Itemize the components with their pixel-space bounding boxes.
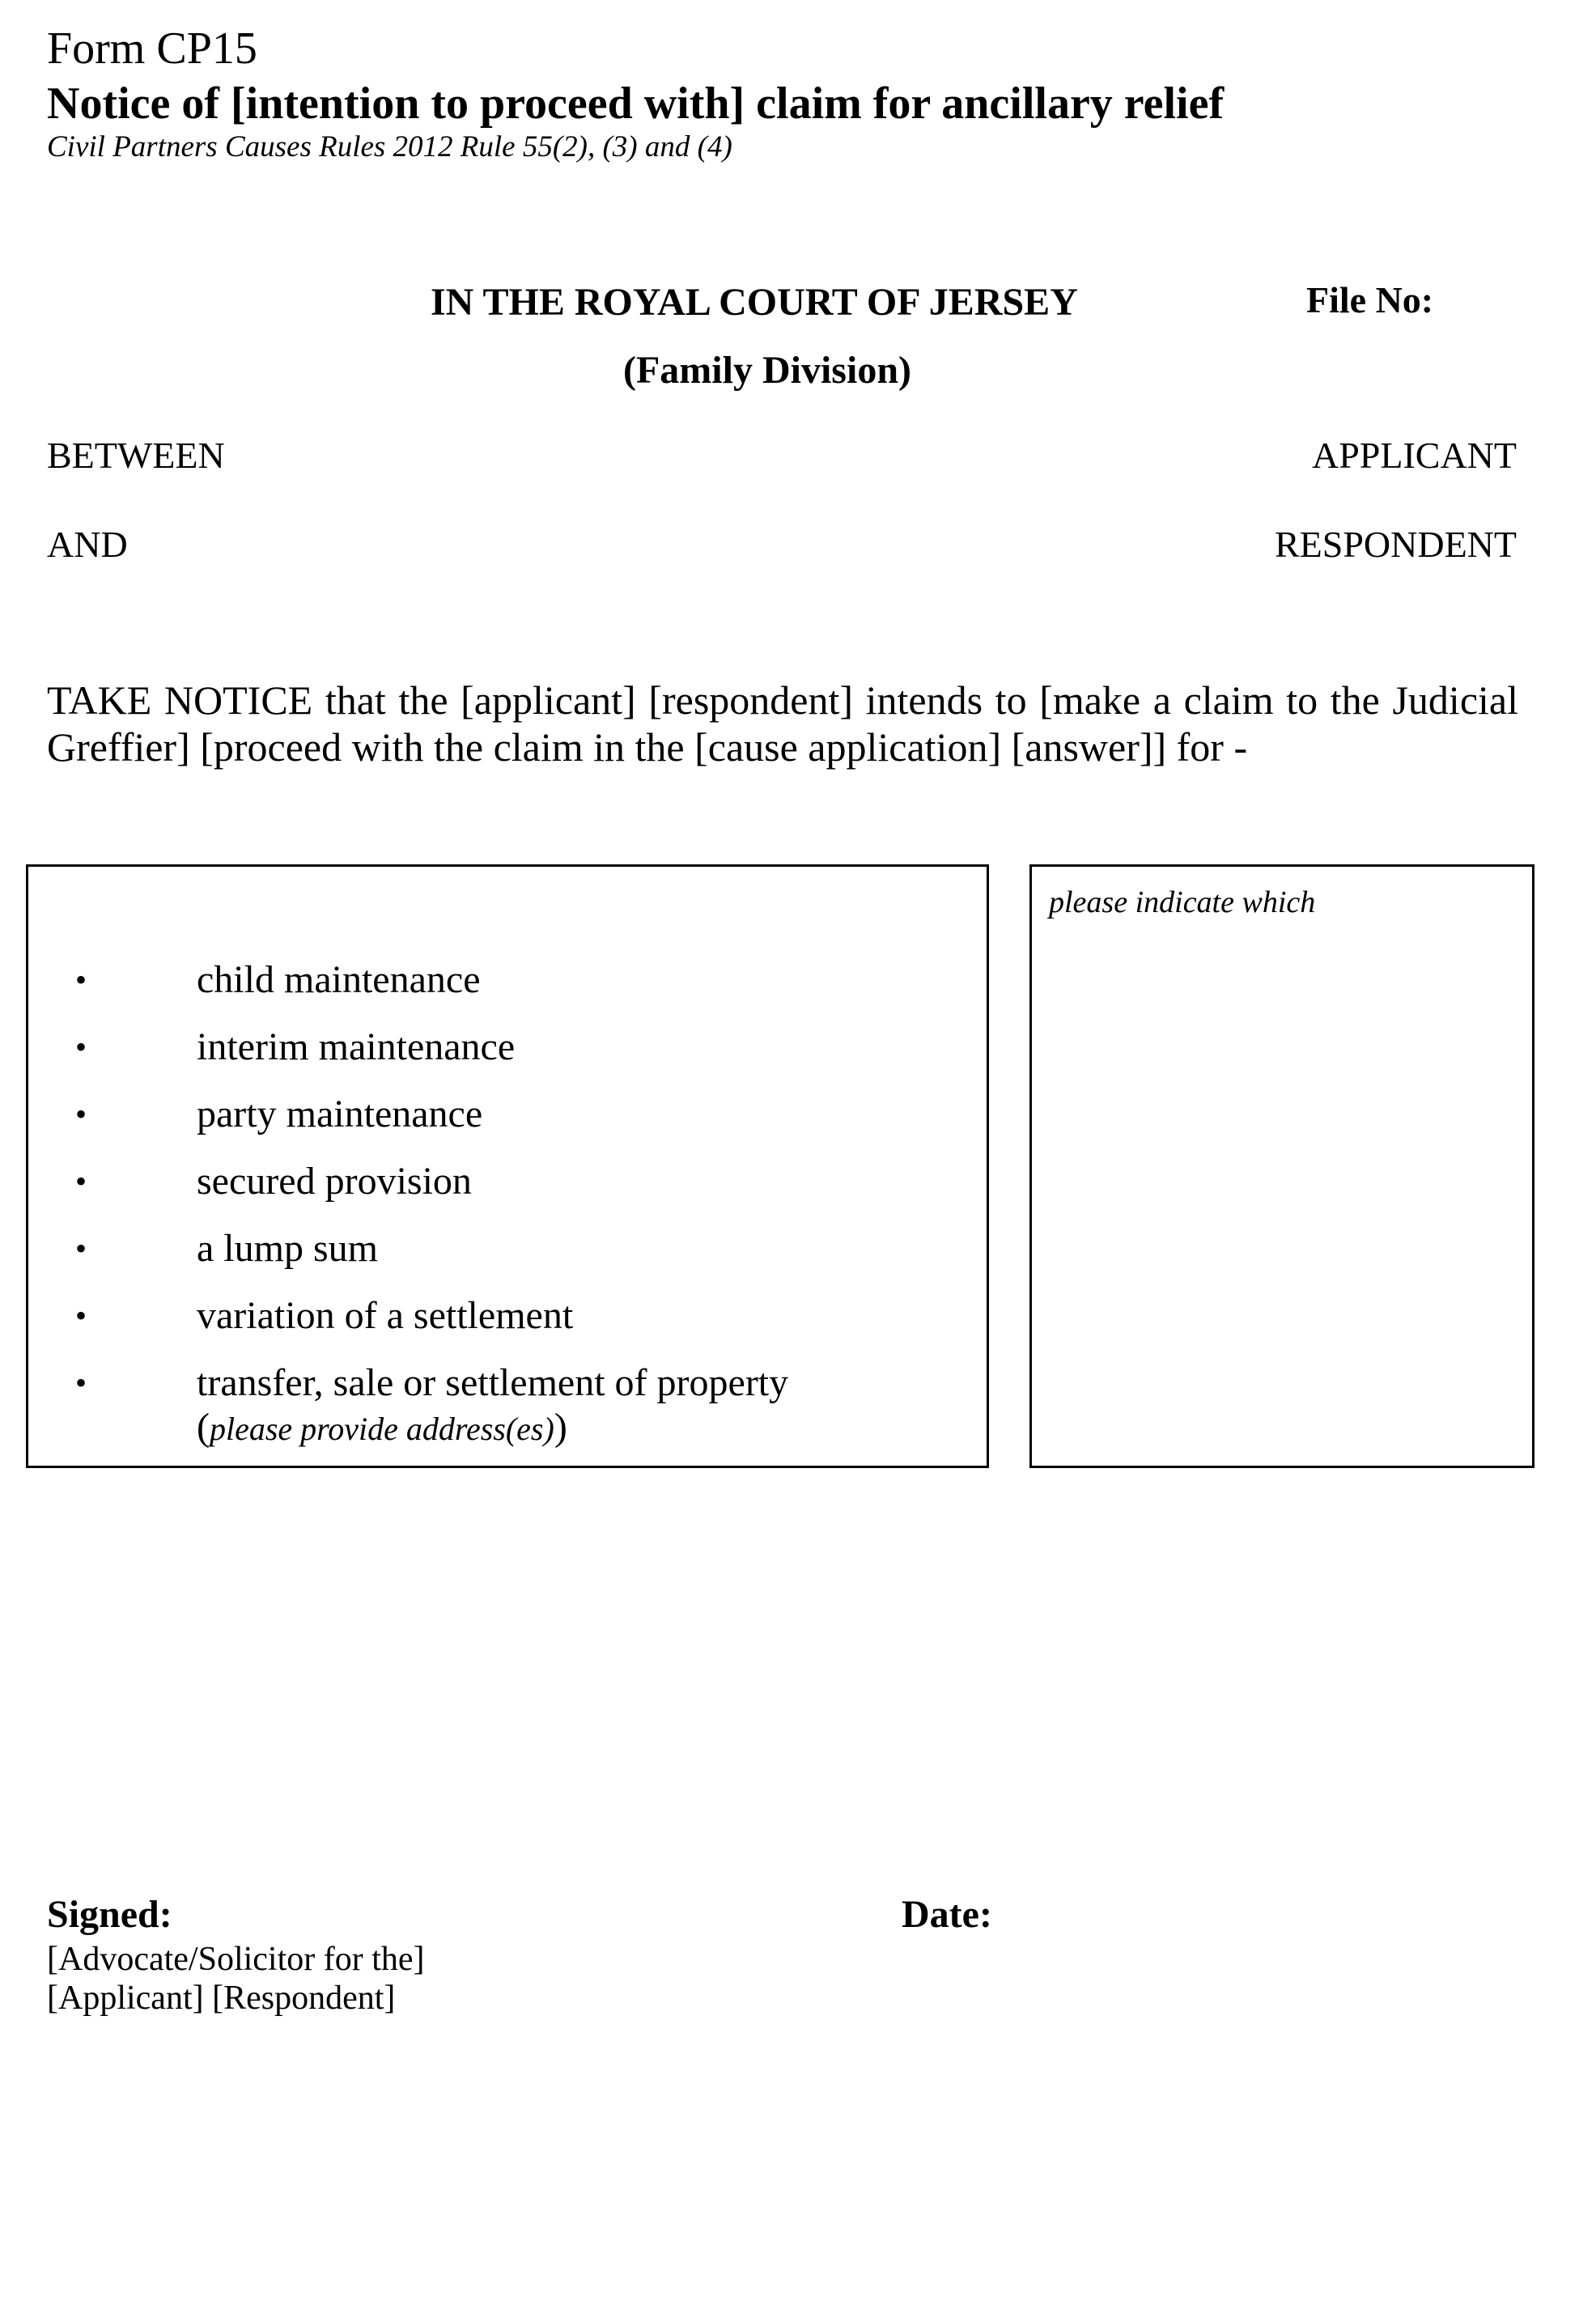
applicant-label: APPLICANT xyxy=(1311,435,1517,476)
court-name: IN THE ROYAL COURT OF JERSEY xyxy=(431,281,1078,324)
note-close-paren: ) xyxy=(554,1406,567,1449)
signed-label: Signed: xyxy=(47,1893,172,1936)
bullet-icon: • xyxy=(75,1364,87,1401)
claim-label: interim maintenance xyxy=(197,1025,516,1068)
bullet-icon: • xyxy=(75,1029,87,1065)
take-notice-paragraph: TAKE NOTICE that the [applicant] [respondent] intends to [make a claim to the Judicial Greffier] [proceed with the claim in the [cause application] [answer]] for - xyxy=(47,677,1518,770)
bullet-icon: • xyxy=(75,1096,87,1132)
form-number: Form CP15 xyxy=(47,23,257,74)
date-label: Date: xyxy=(902,1893,992,1936)
between-label: BETWEEN xyxy=(47,435,225,476)
form-rule-reference: Civil Partners Causes Rules 2012 Rule 55(2), (3) and (4) xyxy=(47,130,732,163)
claim-label: variation of a settlement xyxy=(197,1294,574,1337)
signed-role-line-2: [Applicant] [Respondent] xyxy=(47,1980,396,2017)
claim-label: a lump sum xyxy=(197,1227,378,1270)
claim-label: secured provision xyxy=(197,1160,472,1203)
claims-box xyxy=(26,864,989,1468)
claim-label: transfer, sale or settlement of property xyxy=(197,1361,789,1404)
form-title: Notice of [intention to proceed with] claim for ancillary relief xyxy=(47,79,1225,129)
bullet-icon: • xyxy=(75,961,87,998)
note-text: please provide address(es) xyxy=(209,1411,554,1447)
bullet-icon: • xyxy=(75,1163,87,1199)
bullet-icon: • xyxy=(75,1230,87,1267)
claim-label: party maintenance xyxy=(197,1093,483,1135)
indicate-box[interactable] xyxy=(1029,864,1534,1468)
indicate-label: please indicate which xyxy=(1049,885,1316,919)
and-label: AND xyxy=(47,524,128,565)
respondent-label: RESPONDENT xyxy=(1274,524,1517,565)
signed-role-line-1: [Advocate/Solicitor for the] xyxy=(47,1941,425,1978)
note-open-paren: ( xyxy=(197,1406,210,1449)
bullet-icon: • xyxy=(75,1297,87,1334)
file-no-label: File No: xyxy=(1306,279,1434,320)
court-division: (Family Division) xyxy=(623,349,911,392)
claim-label: child maintenance xyxy=(197,958,481,1001)
property-address-note xyxy=(197,1407,567,1449)
